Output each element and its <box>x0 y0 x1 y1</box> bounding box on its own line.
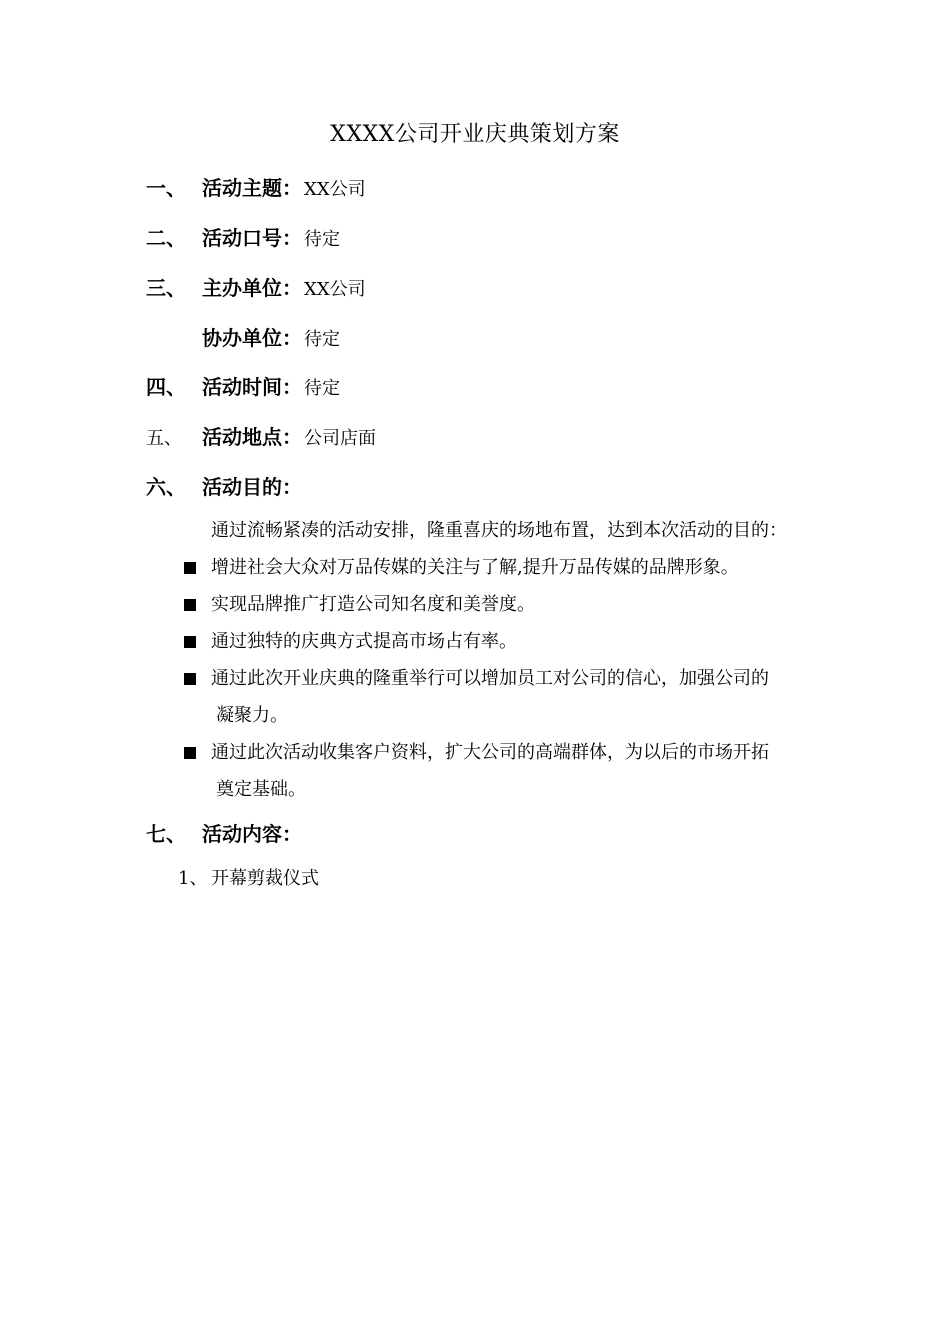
list-item-text: 增进社会大众对万品传媒的关注与了解,提升万品传媒的品牌形象。 <box>211 557 739 578</box>
document-title: XXXX公司开业庆典策划方案 <box>330 122 620 147</box>
section-value: 待定 <box>304 378 340 399</box>
section-label: 活动主题： <box>202 176 302 200</box>
list-item <box>182 629 822 655</box>
content-item-text: 开幕剪裁仪式 <box>211 868 319 889</box>
list-item <box>182 740 822 803</box>
section-value: XX公司 <box>304 279 366 300</box>
section-theme <box>146 172 366 204</box>
section-value: 公司店面 <box>304 428 376 449</box>
content-item <box>178 866 319 892</box>
section-number: 三、 <box>146 276 186 300</box>
section-slogan <box>146 222 340 254</box>
section-organizer <box>146 272 366 304</box>
section-value: 待定 <box>304 329 340 350</box>
list-item-text: 通过此次活动收集客户资料，扩大公司的高端群体，为以后的市场开拓 <box>211 742 769 763</box>
purpose-bullet-list <box>182 555 822 814</box>
section-content <box>146 818 302 850</box>
section-number: 二、 <box>146 226 186 250</box>
list-item <box>182 592 822 618</box>
section-label: 活动目的： <box>202 475 302 499</box>
list-item-text: 通过此次开业庆典的隆重举行可以增加员工对公司的信心，加强公司的 <box>211 668 769 689</box>
section-label: 协办单位： <box>202 326 302 350</box>
section-number: 六、 <box>146 475 186 499</box>
section-label: 主办单位： <box>202 276 302 300</box>
section-time <box>146 371 340 403</box>
section-number: 四、 <box>146 375 186 399</box>
section-label: 活动地点： <box>202 425 302 449</box>
list-item-text: 实现品牌推广打造公司知名度和美誉度。 <box>211 594 535 615</box>
section-number: 五、 <box>146 428 182 449</box>
list-item-continuation: 凝聚力。 <box>216 705 288 726</box>
square-bullet-icon <box>184 562 196 574</box>
section-value: 待定 <box>304 229 340 250</box>
section-value: XX公司 <box>304 179 366 200</box>
purpose-intro: 通过流畅紧凑的活动安排，隆重喜庆的场地布置，达到本次活动的目的： <box>211 520 787 541</box>
square-bullet-icon <box>184 636 196 648</box>
list-item-continuation: 奠定基础。 <box>216 779 306 800</box>
list-item <box>182 555 822 581</box>
square-bullet-icon <box>184 673 196 685</box>
section-number: 七、 <box>146 822 186 846</box>
section-purpose <box>146 471 302 503</box>
section-label: 活动时间： <box>202 375 302 399</box>
section-location <box>146 421 376 453</box>
section-label: 活动口号： <box>202 226 302 250</box>
section-label: 活动内容： <box>202 822 302 846</box>
section-co-organizer <box>146 322 340 354</box>
list-item <box>182 666 822 729</box>
list-item-text: 通过独特的庆典方式提高市场占有率。 <box>211 631 517 652</box>
square-bullet-icon <box>184 747 196 759</box>
section-number: 一、 <box>146 176 186 200</box>
content-item-number: 1、 <box>178 868 208 889</box>
square-bullet-icon <box>184 599 196 611</box>
